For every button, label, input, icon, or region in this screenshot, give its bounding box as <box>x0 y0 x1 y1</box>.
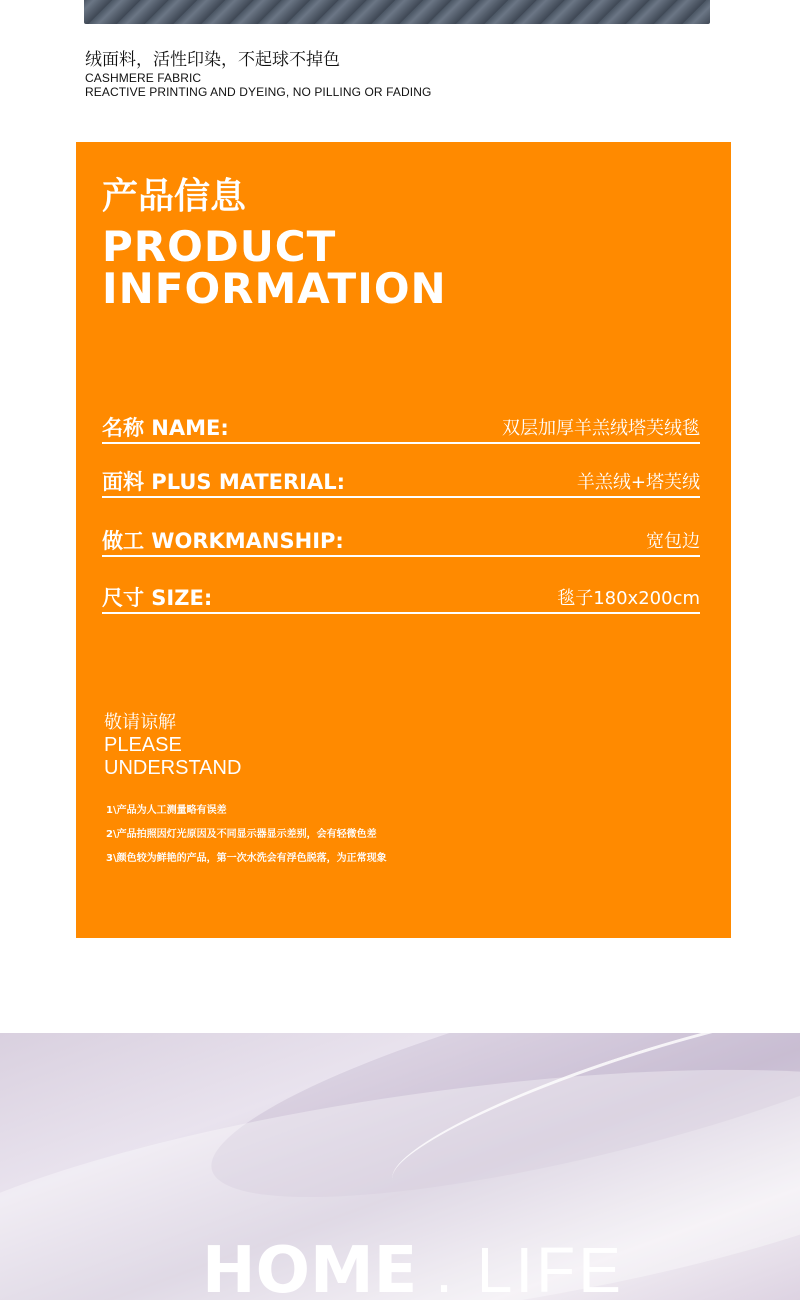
spec-label: 尺寸 SIZE: <box>102 586 213 610</box>
notice-en-line1: PLEASE <box>104 734 182 756</box>
spec-value: 双层加厚羊羔绒塔芙绒毯 <box>502 418 700 439</box>
notice-heading <box>104 712 241 780</box>
slogan-bold: HOME <box>202 1234 418 1308</box>
caption-cn: 绒面料，活性印染，不起球不掉色 <box>85 50 340 70</box>
fabric-caption <box>85 49 431 99</box>
note-item: 3\颜色较为鲜艳的产品，第一次水洗会有浮色脱落，为正常现象 <box>106 853 387 864</box>
product-info-panel <box>76 142 731 938</box>
note-item: 1\产品为人工测量略有误差 <box>106 805 227 816</box>
spec-value: 宽包边 <box>646 531 700 552</box>
note-item: 2\产品拍照因灯光原因及不同显示器显示差别，会有轻微色差 <box>106 829 377 840</box>
spec-value: 羊羔绒+塔芙绒 <box>576 472 700 493</box>
notes-list <box>106 799 387 871</box>
panel-title-en-line1: PRODUCT <box>102 222 337 271</box>
notice-cn: 敬请谅解 <box>104 712 176 733</box>
spec-row-size <box>102 586 700 614</box>
spec-label: 面料 PLUS MATERIAL: <box>102 470 346 494</box>
spec-label: 名称 NAME: <box>102 416 229 440</box>
spec-row-material <box>102 470 700 498</box>
spec-value: 毯子180x200cm <box>557 588 700 609</box>
spec-row-workmanship <box>102 529 700 557</box>
product-fabric-photo <box>84 0 710 24</box>
caption-en-line2: REACTIVE PRINTING AND DYEING, NO PILLING OR FADING <box>85 85 432 99</box>
slogan-light: . LIFE <box>435 1234 624 1306</box>
caption-en-line1: CASHMERE FABRIC <box>85 71 202 85</box>
panel-title-cn: 产品信息 <box>102 176 247 217</box>
home-life-slogan <box>202 1234 624 1308</box>
panel-title-en-line2: INFORMATION <box>102 264 447 313</box>
spec-label: 做工 WORKMANSHIP: <box>102 529 344 553</box>
spec-row-name <box>102 416 700 444</box>
notice-en-line2: UNDERSTAND <box>104 757 242 779</box>
panel-title-en <box>102 222 522 313</box>
